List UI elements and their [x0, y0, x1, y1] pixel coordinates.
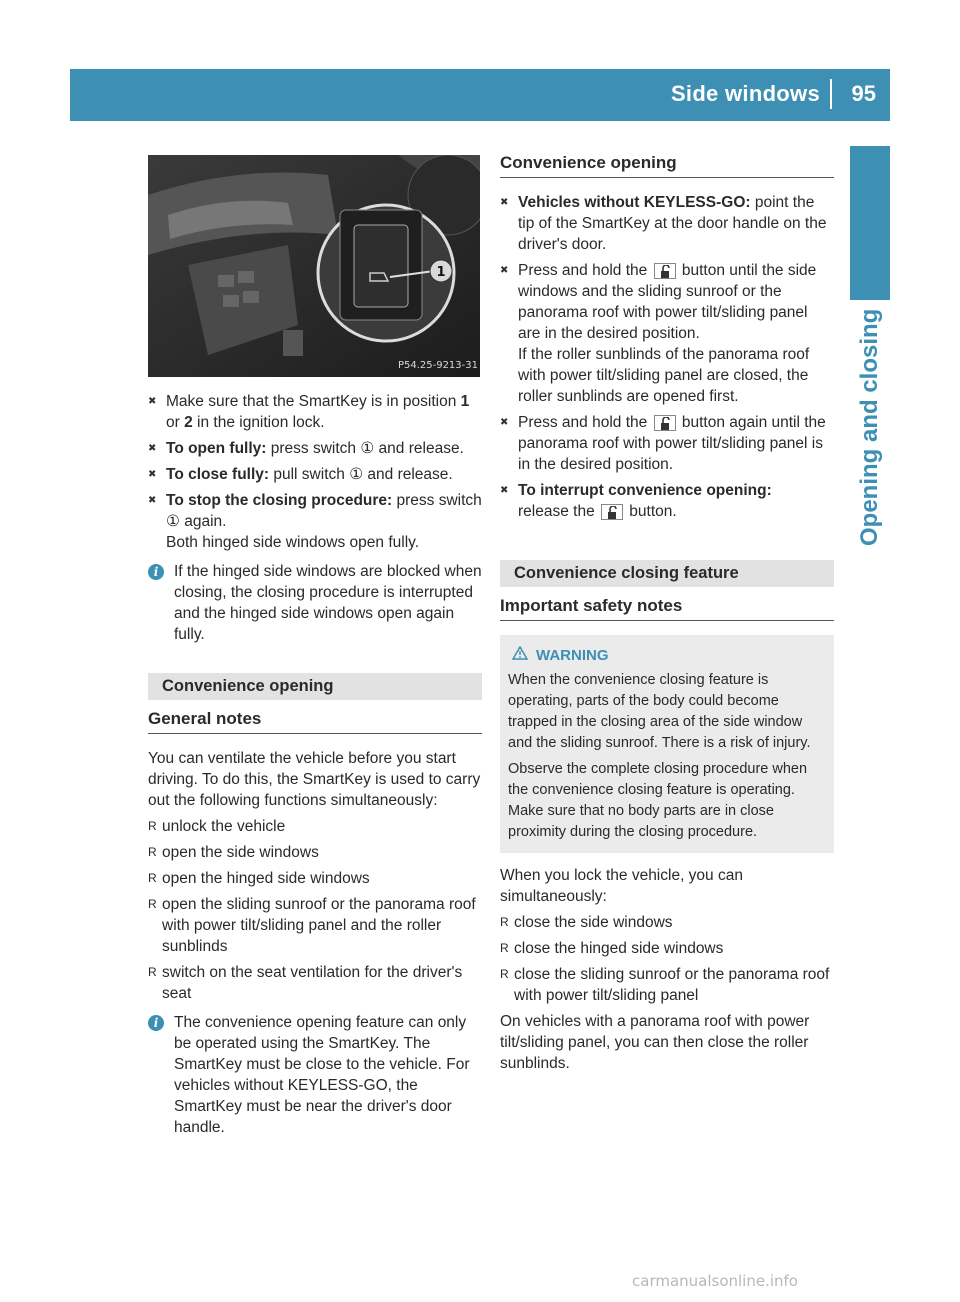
- chapter-tab: [850, 146, 890, 300]
- step-text: pull switch: [269, 466, 350, 483]
- list-item: R open the hinged side windows: [148, 868, 482, 889]
- left-column: [148, 155, 482, 1148]
- subheading-safety-notes: Important safety notes: [500, 595, 834, 621]
- step-text: press switch: [392, 492, 482, 509]
- page-number: 95: [851, 81, 876, 106]
- step-text: release the: [518, 503, 599, 520]
- list-item: R close the hinged side windows: [500, 938, 834, 959]
- step-text: button.: [625, 503, 677, 520]
- step-open-fully: ✖ To open fully: press switch ① and release.: [148, 438, 482, 459]
- list-item: R close the sliding sunroof or the panorama roof with power tilt/sliding panel: [500, 964, 834, 1006]
- door-switch-figure: [148, 155, 480, 377]
- section-heading: Convenience closing feature: [500, 560, 834, 587]
- warning-box: [500, 635, 834, 853]
- step-without-keyless-go: [500, 192, 834, 255]
- door-panel-illustration: [148, 155, 480, 377]
- unlock-icon: [601, 504, 623, 520]
- step-text: button again until the panorama roof with power tilt/sliding panel is in the desired position.: [518, 414, 826, 473]
- page-section-title: Side windows: [670, 81, 820, 106]
- header-bar: [70, 69, 890, 121]
- step-label: To interrupt convenience opening:: [518, 482, 772, 499]
- note-text: If the hinged side windows are blocked when closing, the closing procedure is interrupted and the hinged side windows open again fully.: [174, 563, 482, 643]
- watermark: carmanualsonline.info: [632, 1272, 798, 1290]
- header-divider: [830, 79, 832, 109]
- step-interrupt-opening: [500, 480, 834, 522]
- step-result: If the roller sunblinds of the panorama roof with power tilt/sliding panel are closed, the roller sunblinds are opened first.: [518, 346, 810, 405]
- chapter-label: Opening and closing: [856, 308, 883, 546]
- warning-label: WARNING: [536, 647, 609, 664]
- warning-text: When the convenience closing feature is operating, parts of the body could become trapped in the closing area of the side window and the sliding sunroof. There is a risk of injury.: [508, 672, 811, 751]
- step-label: To open fully:: [166, 440, 267, 457]
- warning-text: Observe the complete closing procedure when the convenience closing feature is operating. Make sure that no body parts are in close proximity during the closing procedure.: [508, 761, 808, 840]
- step-text: again.: [179, 513, 227, 530]
- step-press-hold-again: [500, 412, 834, 475]
- step-press-hold-unlock: [500, 260, 834, 407]
- section-heading: Convenience opening: [148, 673, 482, 700]
- subheading-general-notes: General notes: [148, 708, 482, 734]
- figure-id: P54.25-9213-31: [397, 360, 478, 371]
- info-icon: i: [148, 1015, 164, 1031]
- list-item: R close the side windows: [500, 912, 834, 933]
- step-text: button until the side windows and the sliding sunroof or the panorama roof with power tilt/sliding panel are in the desired position.: [518, 262, 817, 342]
- step-stop-closing: ✖ To stop the closing procedure: press switch ① again. Both hinged side windows open fully.: [148, 490, 482, 553]
- intro-paragraph: You can ventilate the vehicle before you start driving. To do this, the SmartKey is used to carry out the following functions simultaneously:: [148, 750, 481, 809]
- list-item: R switch on the seat ventilation for the driver's seat: [148, 962, 482, 1004]
- step-label: Vehicles without KEYLESS-GO:: [518, 194, 751, 211]
- position-1: 1: [460, 393, 470, 410]
- step-result: Both hinged side windows open fully.: [166, 534, 420, 551]
- step-label: To close fully:: [166, 466, 270, 483]
- warning-triangle-icon: [512, 645, 528, 666]
- step-ignition-position: [148, 391, 482, 433]
- note-text: The convenience opening feature can only be operated using the SmartKey. The SmartKey must be close to the vehicle. For vehicles without KEYLESS-GO, the SmartKey must be near the driver's door handle.: [174, 1014, 470, 1136]
- list-item: R open the sliding sunroof or the panorama roof with power tilt/sliding panel and the roller sunblinds: [148, 894, 482, 957]
- step-text: in the ignition lock.: [192, 414, 325, 431]
- step-text: and release.: [363, 466, 453, 483]
- right-column: [500, 152, 834, 1074]
- step-text: Press and hold the: [518, 414, 652, 431]
- step-text: Press and hold the: [518, 262, 652, 279]
- closing-paragraph: On vehicles with a panorama roof with power tilt/sliding panel, you can then close the roller sunblinds.: [500, 1013, 810, 1072]
- info-icon: i: [148, 564, 164, 580]
- step-text: and release.: [374, 440, 464, 457]
- step-text: or: [166, 414, 185, 431]
- lock-intro: When you lock the vehicle, you can simultaneously:: [500, 867, 743, 905]
- callout-1: 1: [436, 265, 446, 280]
- step-text: press switch: [266, 440, 361, 457]
- info-note-blocked: [148, 561, 482, 645]
- subheading-convenience-opening: Convenience opening: [500, 152, 834, 178]
- step-close-fully: ✖ To close fully: pull switch ① and release.: [148, 464, 482, 485]
- info-note-smartkey: [148, 1012, 482, 1138]
- unlock-icon: [654, 415, 676, 431]
- list-item: R open the side windows: [148, 842, 482, 863]
- unlock-icon: [654, 263, 676, 279]
- step-label: To stop the closing procedure:: [166, 492, 393, 509]
- step-text: point the tip of the SmartKey at the door handle on the driver's door.: [518, 194, 827, 253]
- step-text: Make sure that the SmartKey is in position: [166, 393, 461, 410]
- list-item: R unlock the vehicle: [148, 816, 482, 837]
- warning-title: [508, 645, 826, 666]
- position-2: 2: [184, 414, 193, 431]
